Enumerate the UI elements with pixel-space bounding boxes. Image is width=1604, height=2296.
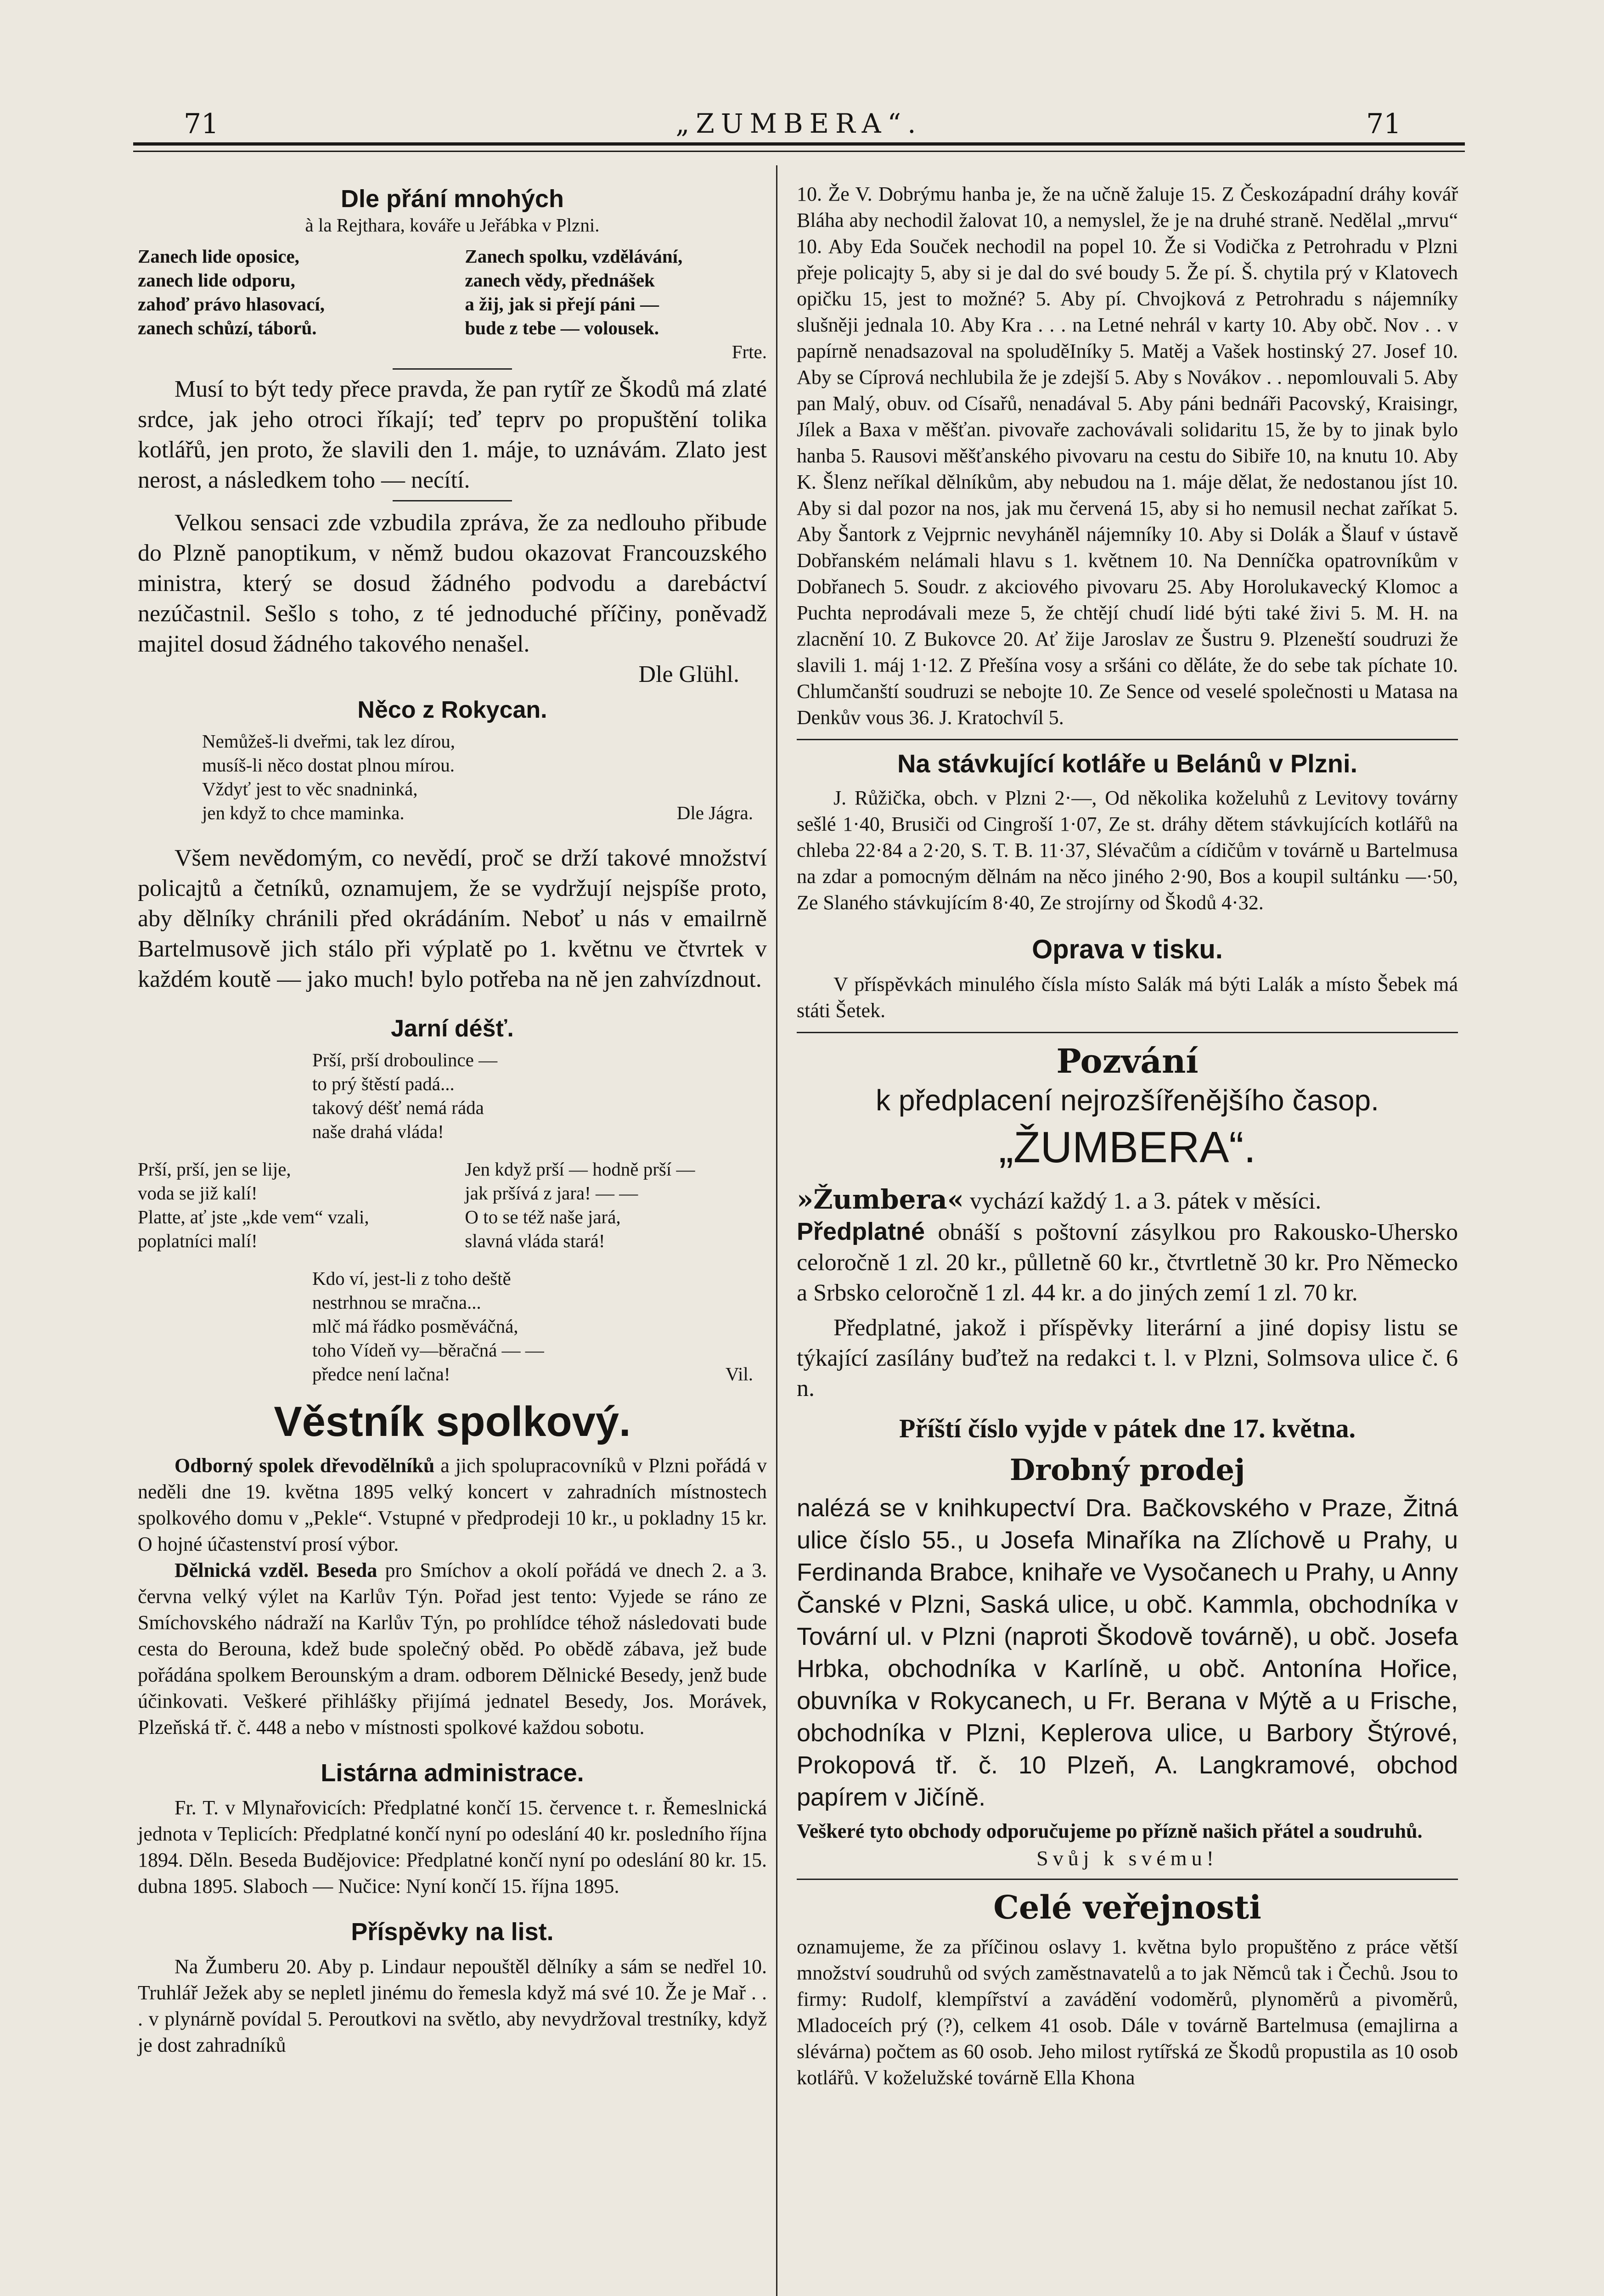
paragraph-body: vychází každý 1. a 3. pátek v měsíci. <box>963 1188 1322 1214</box>
paragraph: Na Žumberu 20. Aby p. Lindaur nepouštěl dělníky a sám se nedřel 10. Truhlář Ježek aby se nepletl jinému do řemesla když má své 10. Že je Mař . . . v plynárně povídal 5. Peroutkovi na světlo, aby nevydržoval trestníky, když je dost zahradníků <box>138 1955 767 2056</box>
paragraph: 10. Že V. Dobrýmu hanba je, že na učně žaluje 15. Z Českozápadní dráhy kovář Bláha aby nechodil žalovat 10, a nemyslel, že je na druhé straně. Nedělal „mrvu“ 10. Aby Eda Souček nechodil na popel 10. Že si Vodička z Petrohradu v Plzni přeje policajty 5, aby si je dal do své boudy 5. Že pí. Š. chytila prý v Klatovech opičku 15, jest to možné? 5. Aby pí. Chvojková z Petrohradu s nájemníky slušněji jednala 10. Aby Kra . . . na Letné nehrál v karty 10. Aby obč. Nov . . v papírně nenadsazoval na spoluděIníky 5. Matěj a Vašek hostinský 27. Josef 10. Aby se Cíprová nechlubila že je zdejší 5. Aby s Novákov . . nepomlouvali 5. Aby pan Malý, obuv. od Císařů, nenadával 5. Aby páni bednáři Pacovský, Kraisingr, Jílek a Baxa v měšťan. pivovaře zachovávali solidaritu 15, že by to jinak bylo hanba 5. Rausovi měšťanského pivovaru na cestu do Sibiře 10, na knutu 10. Aby K. Šlenz neříkal dělníkům, aby nebudou na 1. máje dělat, že nedostanou jíst 10. Aby si dal pozor na nos, jak mu červená 15, aby si ho nemusil nechat zaříkat 5. Aby Šantork z Vejprnic nevyháněl nájemníky 10. Aby si Dolák a Šlauf v ústavě Dobřanském nelámali hlavu s 1. květnem 10. Na Denníčka opatrovníkům v Dobřanech 5. Soudr. z akciového pivovaru 25. Aby Horolukavecký Klomoc a Puchta neprodávali meze 5, že chtějí chudí lidé býti také živi 5. M. H. na zlacnění 10. Z Bukovce 20. Ať žije Jaroslav ze Šustru 9. Plzeneští soudruzi že slavili 1. máj 1·12. Z Přešína vosy a sršáni co děláte, že do sebe tak píchate 10. Chlumčanští soudruzi se nebojte 10. Ze Sence od veselé společnosti u Matasa na Denkův vous 36. J. Kratochvíl 5. <box>797 183 1458 729</box>
poem-line: mlč má řádko posměváčná, <box>312 1316 518 1337</box>
masthead: „ZUMBERA“. <box>675 108 923 139</box>
right-column <box>797 174 1458 2091</box>
section-title-pozvani: Pozvání <box>1056 1041 1199 1080</box>
poem-line: jen když to chce maminka. <box>202 802 405 823</box>
divider <box>393 368 512 370</box>
page-number-right: 71 <box>1366 108 1401 140</box>
paragraph <box>138 1452 767 1557</box>
section-title-cele-verejnosti: Celé veřejnosti <box>993 1888 1261 1926</box>
poem-line: zanech vědy, přednášek <box>465 270 655 291</box>
poem-line: toho Vídeň vy—běračná — — <box>312 1339 544 1361</box>
section-title-listarna: Listárna administrace. <box>321 1759 584 1787</box>
newspaper-name: „ŽUMBERA“. <box>999 1123 1256 1172</box>
poem-line: Kdo ví, jest-li z toho deště <box>312 1268 511 1289</box>
poem-line: voda se již kalí! <box>138 1182 258 1204</box>
poem-line: Platte, ať jste „kde vem“ vzali, <box>138 1206 369 1227</box>
divider <box>393 500 512 501</box>
poem-block <box>312 1266 753 1386</box>
paragraph-lead: Odborný spolek dřevodělníků <box>174 1454 435 1477</box>
section-title-stavkujici: Na stávkující kotláře u Belánů v Plzni. <box>897 749 1358 778</box>
poem-line: Zanech spolku, vzdělávání, <box>465 246 683 267</box>
poem-line: Vždyť jest to věc snadninká, <box>202 778 418 799</box>
paragraph: Velkou sensaci zde vzbudila zpráva, že za nedlouho přibude do Plzně panoptikum, v němž budou okazovat Francouzského ministra, který se dosud žádného podvodu a darebáctví nezúčastnil. Sešlo s toho, z té jednoduché příčiny, poněvadž majitel dosud žádného takového nenašel. <box>138 510 767 657</box>
next-issue-notice: Příští číslo vyjde v pátek dne 17. května. <box>899 1413 1356 1443</box>
section-title-rokycan: Něco z Rokycan. <box>357 697 547 723</box>
poem-line: zahoď právo hlasovací, <box>138 293 325 315</box>
section-title-vestnik: Věstník spolkový. <box>274 1398 631 1445</box>
poem-line: O to se též naše jará, <box>465 1206 621 1227</box>
poem-line: to prý štěstí padá... <box>312 1073 455 1094</box>
poem-column-b <box>465 244 767 340</box>
header-rule-thick <box>133 142 1465 146</box>
paragraph: Fr. T. v Mlynařovicích: Předplatné končí 15. července t. r. Řemeslnická jednota v Teplicích: Předplatné končí nyní po odeslání 40 kr. posledního října 1894. Děln. Beseda Budějovice: Předplatné končí nyní po odeslání 80 kr. 15. dubna 1895. Slaboch — Nučice: Nyní končí 15. října 1895. <box>138 1796 767 1897</box>
poem-line: a žij, jak si přejí páni — <box>465 293 659 315</box>
paragraph <box>138 1557 767 1740</box>
poem-line: musíš-li něco dostat plnou mírou. <box>202 754 455 776</box>
paragraph: J. Růžička, obch. v Plzni 2·—, Od několika koželuhů z Levitovy továrny sešlé 1·40, Brusiči od Cingroší 1·07, Ze st. dráhy dětem stávkujících kotlářů na chleba 22·84 a 2·20, S. T. B. 11·37, Slévačům a cídičům v továrně u Bartelmusa na zdar a pomocným dělnám na něco jiného 2·90, Bos a koupil sultánku —·50, Ze Slaného stávkujícím 8·40, Ze strojírny od Škodů 4·32. <box>797 787 1458 914</box>
poem-line: naše drahá vláda! <box>312 1121 444 1142</box>
poem-lines <box>312 1266 544 1386</box>
paragraph-lead: »Žumbera« <box>797 1184 964 1215</box>
column-divider <box>776 165 777 2296</box>
poem-column-b <box>465 1157 767 1253</box>
poem-line: slavná vláda stará! <box>465 1230 605 1251</box>
poem-line: takový déšť nemá ráda <box>312 1097 484 1118</box>
paragraph: V příspěvkách minulého čísla místo Salák má býti Lalák a místo Šebek má státi Šetek. <box>797 973 1458 1022</box>
paragraph-body: obnáší s poštovní zásylkou pro Rakousko-Uhersko celoročně 1 zl. 20 kr., půlletně 60 kr., čtvrtletně 30 kr. Pro Německo a Srbsko celoročně 1 zl. 44 kr. a do jiných zemí 1 zl. 70 kr. <box>797 1219 1458 1306</box>
section-title-oprava: Oprava v tisku. <box>1032 934 1223 964</box>
poem-line: Nemůžeš-li dveřmi, tak lez dírou, <box>202 731 456 752</box>
poem-two-columns <box>138 1157 767 1253</box>
paragraph: nalézá se v knihkupectví Dra. Bačkovského v Praze, Žitná ulice číslo 55., u Josefa Minaříka na Zlíchově u Prahy, u Ferdinanda Brabce, knihaře ve Vysočanech u Prahy, u Anny Čanské v Plzni, Saská ulice, u obč. Kammla, obchodníka v Tovární ul. v Plzni (naproti Škodově továrně), u obč. Josefa Hrbka, obchodníka v Karlíně, u obč. Antonína Hořice, obuvníka v Rokycanech, u Fr. Berana v Mýtě a u Frische, obchodníka v Plzni, Keplerova ulice, u Barbory Štýrové, Prokopová tř. č. 10 Plzeň, A. Langkramové, obchod papírem v Jičíně. <box>797 1494 1458 1811</box>
paragraph-lead: Předplatné <box>797 1218 925 1245</box>
paragraph <box>797 1216 1458 1308</box>
poem-two-columns <box>138 244 767 340</box>
poem-line: Jen když prší — hodně prší — <box>465 1159 695 1180</box>
page-number-left: 71 <box>184 108 219 140</box>
section-title-drobny-prodej: Drobný prodej <box>1009 1453 1245 1487</box>
poem-line: poplatníci malí! <box>138 1230 258 1251</box>
divider <box>797 1032 1458 1033</box>
paragraph: Všem nevědomým, co nevědí, proč se drží takové množství policajtů a četníků, oznamujem, že se vydržují nejspíše proto, aby dělníky chránili před okrádáním. Neboť u nás v emailrně Bartelmusově jich stálo při výplatě po 1. květnu ve čtvrtek v každém koutě — jako much! bylo potřeba na ně jen zahvízdnout. <box>138 845 767 992</box>
poem-lines <box>202 729 455 825</box>
poem-line: Prší, prší, jen se lije, <box>138 1159 291 1180</box>
paragraph: Musí to být tedy přece pravda, že pan rytíř ze Škodů má zlaté srdce, jak jeho otroci říkají; teď teprv po propuštění tolika kotlářů, jen proto, že slavili den 1. máje, to uznávám. Zlato jest nerost, a následkem toho — necítí. <box>138 376 767 493</box>
poem-line: bude z tebe — volousek. <box>465 317 659 338</box>
paragraph-body: pro Smíchov a okolí pořádá ve dnech 2. a 3. června velký výlet na Karlův Týn. Pořad jest tento: Vyjede se ráno ze Smíchovského nádraží na Karlův Týn, po prohlídce téhož následovati bude cesta do Berouna, kdež bude společný oběd. Po obědě zábava, jež bude pořádána spolkem Berounským a dram. odborem Dělnické Besedy, jenž bude účinkovati. Veškeré přihlášky přijímá jednatel Besedy, Jos. Morávek, Plzeňská tř. č. 448 a nebo v místnosti spolkové každou sobotu. <box>138 1559 767 1739</box>
motto: Svůj k svému! <box>1036 1846 1218 1870</box>
poem-column-a <box>138 244 440 340</box>
poem-stanza <box>312 1048 767 1143</box>
left-column <box>138 174 767 2058</box>
paragraph-body: a jich spolupracovníků v Plzni pořádá v neděli dne 19. května 1895 velký koncert v zahradních místnostech spolkového domu v „Pekle“. Vstupné v předprodeji 10 kr., u pokladny 15 kr. O hojné účastenství prosí výbor. <box>138 1454 767 1555</box>
section-subtitle: à la Rejthara, kováře u Jeřábka v Plzni. <box>305 214 600 236</box>
paragraph: oznamujeme, že za příčinou oslavy 1. května bylo propuštěno z práce větší množství soudruhů od svých zaměstnavatelů a to jak Němců tak i Čechů. Jsou to firmy: Rudolf, klempířství a zavádění vodoměrů, plynoměrů a pivoměrů, Mladoceích prý (?), celkem 41 osob. Dále v továrně Bartelmusa (emajlirna a slévárna) počtem as 60 osob. Jeho milost rytířská ze Škodů propustila as 10 osob kotlářů. V koželužské továrně Ella Khona <box>797 1936 1458 2089</box>
header-rule-thin <box>133 151 1465 152</box>
poem-column-a <box>138 1157 440 1253</box>
section-title-jarni-dest: Jarní déšť. <box>391 1015 514 1042</box>
poem-line: zanech lide odporu, <box>138 270 295 291</box>
paragraph: Veškeré tyto obchody odporučujeme po přízně našich přátel a soudruhů. <box>797 1820 1423 1842</box>
poem-line: nestrhnou se mračna... <box>312 1292 481 1313</box>
section-title-dle-prani: Dle přání mnohých <box>340 185 564 213</box>
poem-line: Zanech lide oposice, <box>138 246 299 267</box>
poem-line: zanech schůzí, táborů. <box>138 317 317 338</box>
invitation-subtitle: k předplacení nejrozšířenějšího časop. <box>876 1084 1379 1117</box>
signature: Dle Jágra. <box>676 802 753 823</box>
divider <box>797 1879 1458 1880</box>
poem-line: Prší, prší droboulince — <box>312 1049 498 1070</box>
poem-block <box>202 729 753 825</box>
signature: Frte. <box>732 341 767 362</box>
section-title-prispevky: Příspěvky na list. <box>351 1918 554 1946</box>
poem-line: jak pršívá z jara! — — <box>465 1182 638 1204</box>
signature: Vil. <box>725 1363 753 1384</box>
paragraph-lead: Dělnická vzděl. Beseda <box>174 1559 377 1581</box>
paragraph: Předplatné, jakož i příspěvky literární a jiné dopisy listu se týkající zasílány buďtež na redakci t. l. v Plzni, Solmsova ulice č. 6 n. <box>797 1315 1458 1401</box>
paragraph <box>797 1184 1458 1216</box>
poem-line: předce není lačna! <box>312 1363 450 1384</box>
divider <box>797 739 1458 740</box>
signature: Dle Glühl. <box>638 661 739 687</box>
